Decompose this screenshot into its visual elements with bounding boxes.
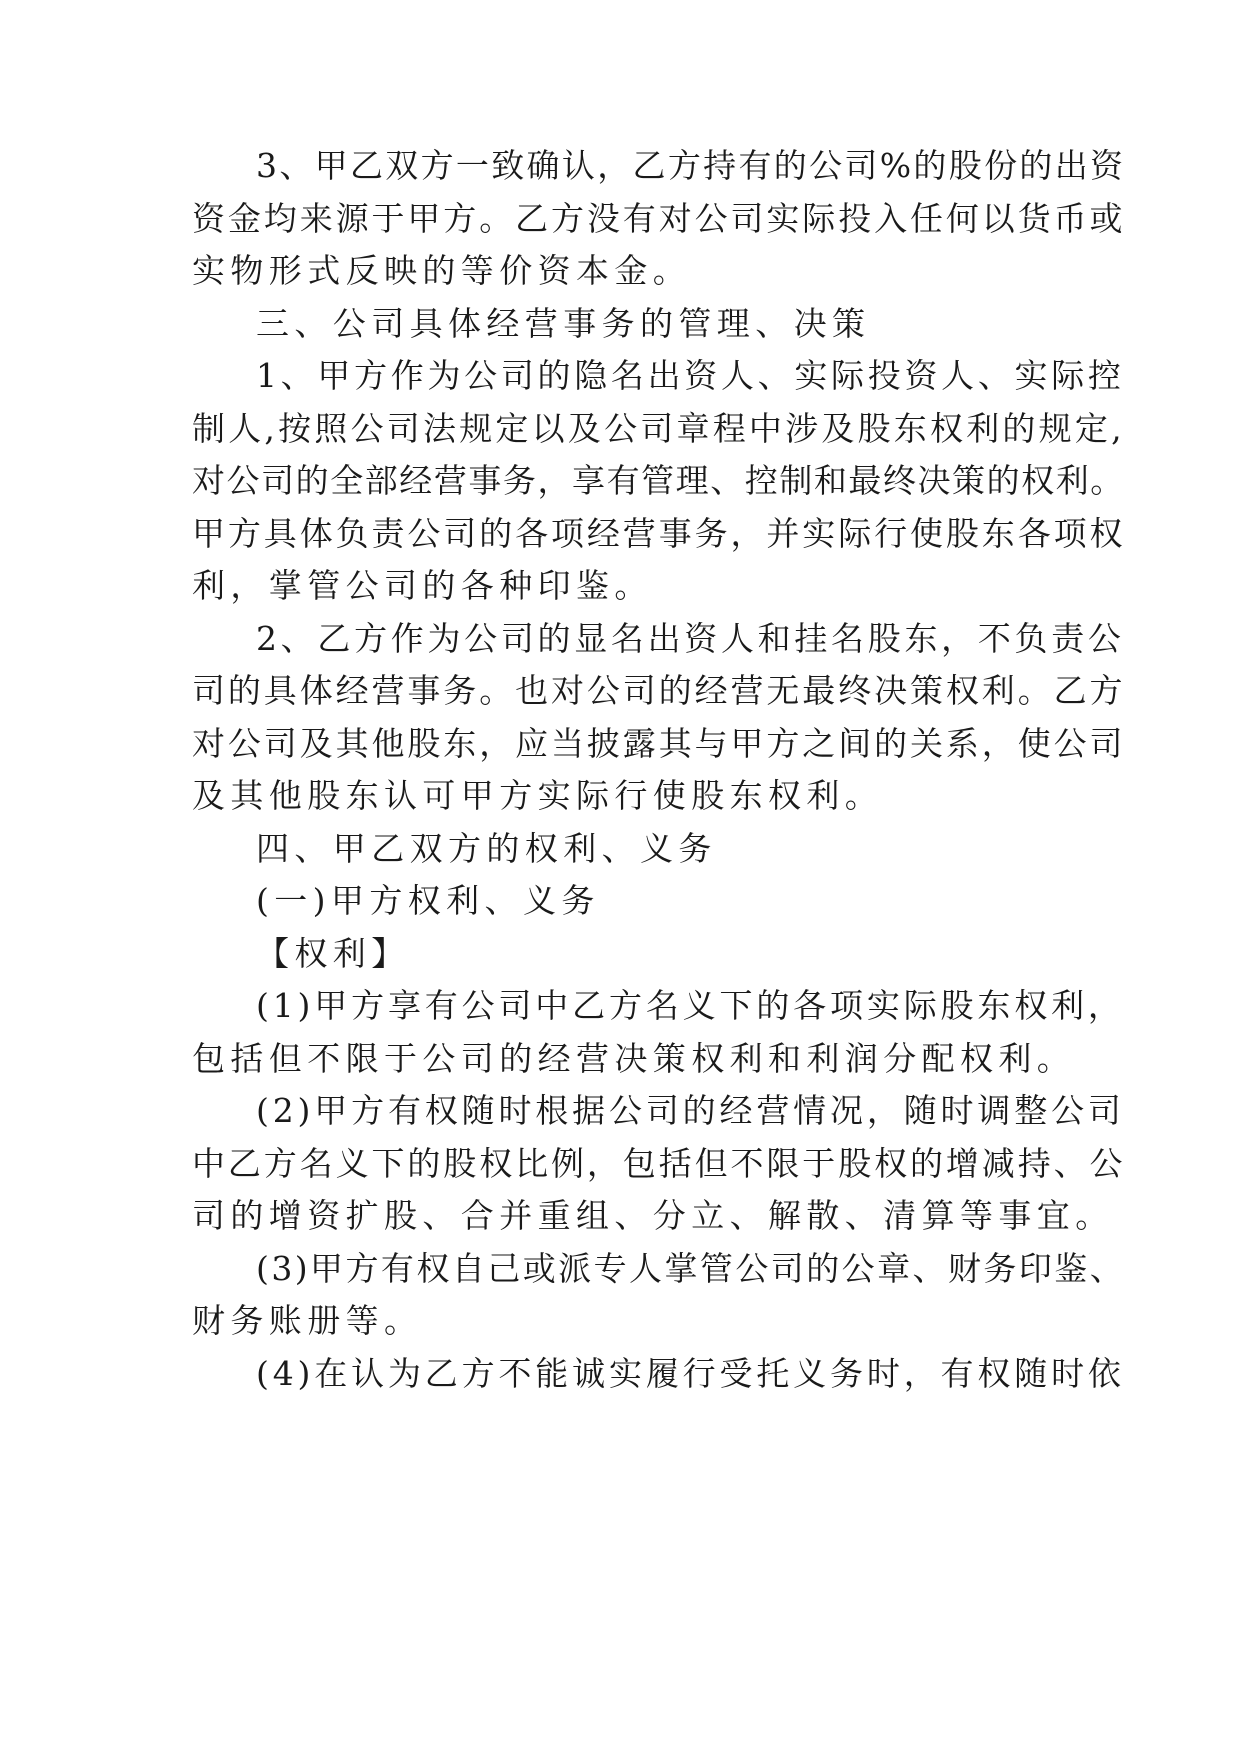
subsection-heading: 【权利】 xyxy=(256,934,410,973)
text-line: 甲方具体负责公司的各项经营事务，并实际行使股东各项权 xyxy=(192,514,1126,553)
text-line: 2、乙方作为公司的显名出资人和挂名股东，不负责公 xyxy=(256,619,1125,658)
text-line: 财务账册等。 xyxy=(192,1301,423,1340)
subsection-heading: (一)甲方权利、义务 xyxy=(256,881,600,920)
text-line: 1、甲方作为公司的隐名出资人、实际投资人、实际控 xyxy=(256,356,1125,395)
text-line: (3)甲方有权自己或派专人掌管公司的公章、财务印鉴、 xyxy=(256,1249,1126,1288)
text-line: 制人,按照公司法规定以及公司章程中涉及股东权利的规定, xyxy=(192,409,1125,448)
text-line: 3、甲乙双方一致确认，乙方持有的公司%的股份的出资 xyxy=(256,146,1126,185)
text-line: 司的具体经营事务。也对公司的经营无最终决策权利。乙方 xyxy=(192,671,1126,710)
text-line: (1)甲方享有公司中乙方名义下的各项实际股东权利， xyxy=(256,986,1125,1025)
text-line: 及其他股东认可甲方实际行使股东权利。 xyxy=(192,776,884,815)
text-line: 对公司的全部经营事务，享有管理、控制和最终决策的权利。 xyxy=(192,461,1125,500)
text-line: 包括但不限于公司的经营决策权利和利润分配权利。 xyxy=(192,1039,1076,1078)
text-line: 资金均来源于甲方。乙方没有对公司实际投入任何以货币或 xyxy=(192,199,1126,238)
section-heading: 三、公司具体经营事务的管理、决策 xyxy=(256,304,871,343)
text-line: (2)甲方有权随时根据公司的经营情况，随时调整公司 xyxy=(256,1091,1125,1130)
text-line: 利，掌管公司的各种印鉴。 xyxy=(192,566,653,605)
text-line: 中乙方名义下的股权比例，包括但不限于股权的增减持、公 xyxy=(192,1144,1126,1183)
text-line: (4)在认为乙方不能诚实履行受托义务时，有权随时依 xyxy=(256,1354,1125,1393)
text-line: 实物形式反映的等价资本金。 xyxy=(192,251,692,290)
section-heading: 四、甲乙双方的权利、义务 xyxy=(256,829,717,868)
text-line: 对公司及其他股东，应当披露其与甲方之间的关系，使公司 xyxy=(192,724,1126,763)
text-line: 司的增资扩股、合并重组、分立、解散、清算等事宜。 xyxy=(192,1196,1114,1235)
